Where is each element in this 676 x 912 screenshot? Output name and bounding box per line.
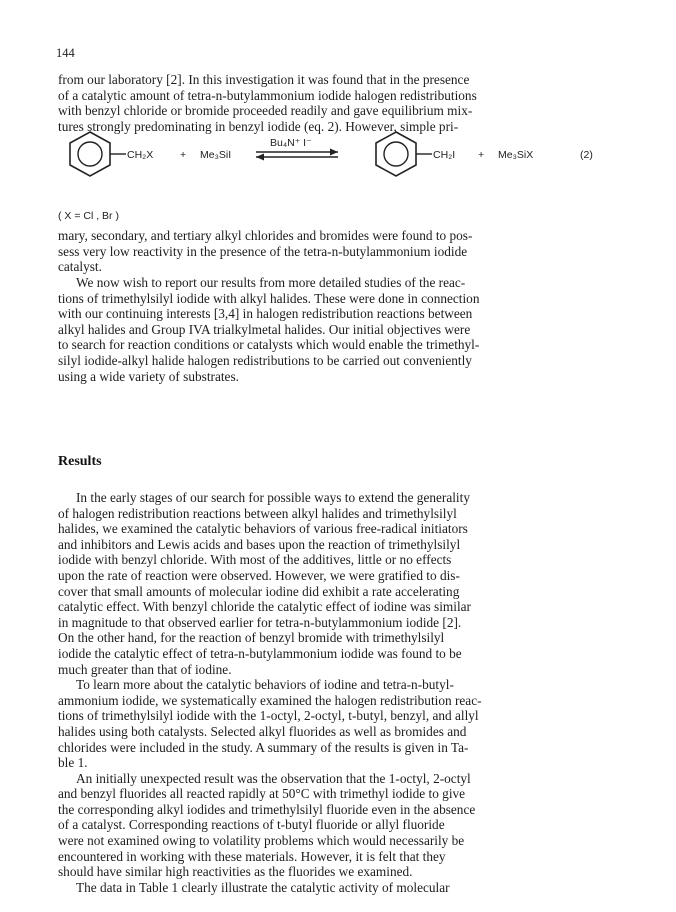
text-line: were not examined owing to volatility problems which would necessarily be bbox=[58, 833, 465, 849]
catalyst-label: Bu₄N⁺ I⁻ bbox=[270, 137, 312, 149]
text-line: alkyl halides and Group IVA trialkylmetal halides. Our initial objectives were bbox=[58, 321, 471, 337]
plus-sign: + bbox=[478, 149, 485, 161]
text-line: catalyst. bbox=[58, 259, 102, 275]
text-line: tures strongly predominating in benzyl iodide (eq. 2). However, simple pri- bbox=[58, 118, 459, 134]
text-line: tions of trimethylsilyl iodide with alkyl halides. These were done in connection bbox=[58, 290, 480, 306]
product-group: CH₂I bbox=[433, 149, 456, 161]
text-line: and inhibitors and Lewis acids and bases upon the reaction of trimethylsilyl bbox=[58, 536, 461, 552]
text-line: ammonium iodide, we systematically examined the halogen redistribution reac- bbox=[58, 692, 482, 708]
text-line: cover that small amounts of molecular iodine did exhibit a rate accelerating bbox=[58, 583, 460, 599]
text-line: To learn more about the catalytic behaviors of iodine and tetra-n-butyl- bbox=[76, 677, 454, 693]
reaction-equation bbox=[58, 128, 618, 192]
text-line: and benzyl fluorides all reacted rapidly at 50°C with trimethyl iodide to give bbox=[58, 786, 466, 802]
text-line: encountered in working with these materials. However, it is felt that they bbox=[58, 848, 446, 864]
text-line: should have similar high reactivities as the fluorides we examined. bbox=[58, 864, 413, 880]
text-line: of a catalytic amount of tetra-n-butylammonium iodide halogen redistributions bbox=[58, 87, 477, 103]
text-line: chlorides were included in the study. A summary of the results is given in Ta- bbox=[58, 739, 469, 755]
page-number: 144 bbox=[56, 46, 75, 60]
section-heading: Results bbox=[58, 454, 102, 469]
paragraph bbox=[58, 490, 618, 895]
text-line: catalytic effect. With benzyl chloride the catalytic effect of iodine was similar bbox=[58, 599, 471, 615]
text-line: of a catalyst. Corresponding reactions of t-butyl fluoride or allyl fluoride bbox=[58, 817, 445, 833]
text-line: upon the rate of reaction were observed. However, we were gratified to dis- bbox=[58, 567, 460, 583]
reagent: Me₃SiI bbox=[200, 149, 232, 161]
text-line: sess very low reactivity in the presence of the tetra-n-butylammonium iodide bbox=[58, 243, 468, 259]
benzene-ring-reactant bbox=[70, 132, 126, 176]
text-line: halides using both catalysts. Selected alkyl fluorides as well as bromides and bbox=[58, 723, 467, 739]
equation-number: (2) bbox=[580, 149, 593, 161]
text-line: from our laboratory [2]. In this investigation it was found that in the presence bbox=[58, 72, 470, 87]
text-line: We now wish to report our results from more detailed studies of the reac- bbox=[76, 275, 466, 290]
text-line: in magnitude to that observed earlier for tetra-n-butylammonium iodide [2]. bbox=[58, 614, 462, 630]
text-line: to search for reaction conditions or catalysts which would enable the trimethyl- bbox=[58, 337, 480, 353]
reactant-group: CH₂X bbox=[127, 149, 154, 161]
plus-sign: + bbox=[180, 149, 187, 161]
text-line: using a wide variety of substrates. bbox=[58, 368, 239, 384]
text-line: mary, secondary, and tertiary alkyl chlorides and bromides were found to pos- bbox=[58, 228, 473, 243]
text-line: with benzyl chloride or bromide proceeded readily and gave equilibrium mix- bbox=[58, 103, 473, 119]
text-line: iodide with benzyl chloride. With most of the additives, little or no effects bbox=[58, 552, 452, 568]
equation-condition: ( X = Cl , Br ) bbox=[58, 210, 119, 222]
paragraph bbox=[58, 228, 618, 275]
text-line: ble 1. bbox=[58, 755, 88, 771]
benzene-ring-product bbox=[376, 132, 432, 176]
text-line: with our continuing interests [3,4] in halogen redistribution reactions between bbox=[58, 306, 473, 322]
text-line: The data in Table 1 clearly illustrate the catalytic activity of molecular bbox=[76, 879, 450, 895]
text-line: silyl iodide-alkyl halide halogen redistributions to be carried out conveniently bbox=[58, 352, 472, 368]
text-line: tions of trimethylsilyl iodide with the 1-octyl, 2-octyl, t-butyl, benzyl, and allyl bbox=[58, 708, 479, 724]
text-line: of halogen redistribution reactions between alkyl halides and trimethylsilyl bbox=[58, 505, 457, 521]
coproduct: Me₃SiX bbox=[498, 149, 534, 161]
text-line: An initially unexpected result was the observation that the 1-octyl, 2-octyl bbox=[76, 770, 471, 786]
text-line: the corresponding alkyl iodides and trimethylsilyl fluoride even in the absence bbox=[58, 801, 476, 817]
text-line: In the early stages of our search for possible ways to extend the generality bbox=[76, 490, 470, 505]
text-line: much greater than that of iodine. bbox=[58, 661, 232, 677]
text-line: halides, we examined the catalytic behaviors of various free-radical initiators bbox=[58, 521, 468, 537]
text-line: On the other hand, for the reaction of benzyl bromide with trimethylsilyl bbox=[58, 630, 445, 646]
intro-paragraph bbox=[58, 72, 618, 134]
equilibrium-arrow-icon bbox=[256, 149, 338, 161]
text-line: iodide the catalytic effect of tetra-n-butylammonium iodide was found to be bbox=[58, 645, 462, 661]
paragraph bbox=[58, 275, 618, 384]
